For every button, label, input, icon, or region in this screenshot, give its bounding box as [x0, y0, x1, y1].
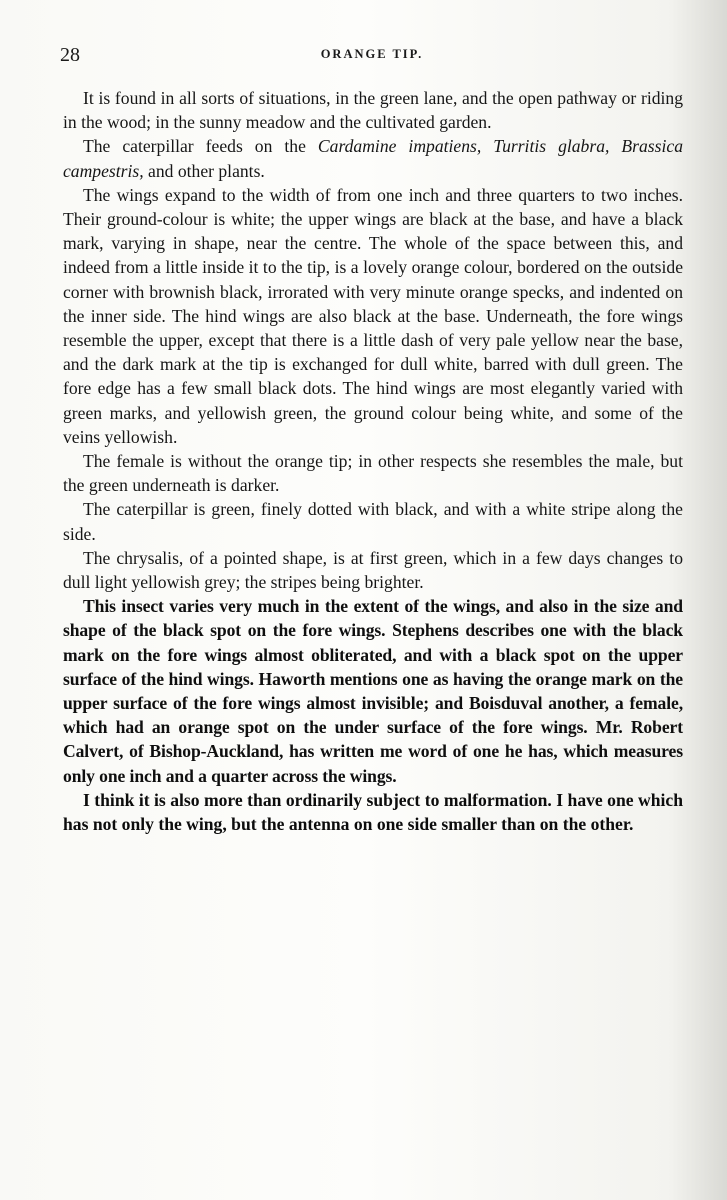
- food-plants-intro: The caterpillar feeds on the: [83, 136, 318, 157]
- paragraph-habitat: It is found in all sorts of situations, in the green lane, and the open pathway or riding in the wood; in the sunny meadow and the cultivated garden.: [63, 88, 683, 133]
- paragraph-wings-description: The wings expand to the width of from one inch and three quarters to two inches. Their ground-colour is white; the upper wings are black at the base, and have a black mark, varying in shape, near the centre. The whole of the space between this, and indeed from a little inside it to the tip, is a lovely orange colour, bordered on the outside corner with brownish black, irrorated with very minute orange specks, and indented on the inner side. The hind wings are also black at the base. Underneath, the fore wings resemble the upper, except that there is a little dash of very pale yellow near the base, and the dark mark at the tip is exchanged for dull white, barred with dull green. The fore edge has a few small black dots. The hind wings are most elegantly varied with green marks, and yellowish green, the ground colour being white, and some of the veins yellowish.: [63, 184, 683, 447]
- paragraph-caterpillar: The caterpillar is green, finely dotted with black, and with a white stripe along the side.: [63, 499, 683, 544]
- page-header: [60, 44, 684, 70]
- food-plants-species: Cardamine impatiens, Turritis glabra, Brassica campestris,: [63, 136, 683, 181]
- paragraph-variation: This insect varies very much in the extent of the wings, and also in the size and shape of the black spot on the fore wings. Stephens describes one with the black mark on the fore wings almost obliterated, and with a black spot on the upper surface of the hind wings. Haworth mentions one as having the orange mark on the upper surface of the fore wings almost invisible; and Boisduval another, a female, which had an orange spot on the under surface of the fore wings. Mr. Robert Calvert, of Bishop-Auckland, has written me word of one he has, which measures only one inch and a quarter across the wings.: [63, 596, 683, 786]
- page-number: 28: [60, 44, 80, 66]
- paragraph-food-plants: [63, 134, 683, 182]
- body-text: [63, 86, 683, 836]
- paragraph-malformation: I think it is also more than ordinarily subject to malformation. I have one which has not only the wing, but the antenna on one side smaller than on the other.: [63, 789, 683, 835]
- paragraph-chrysalis: The chrysalis, of a pointed shape, is at first green, which in a few days changes to dull light yellowish grey; the stripes being brighter.: [63, 547, 683, 593]
- food-plants-end: and other plants.: [143, 160, 265, 181]
- paragraph-female: The female is without the orange tip; in other respects she resembles the male, but the green underneath is darker.: [63, 451, 683, 496]
- running-head: ORANGE TIP.: [320, 47, 424, 61]
